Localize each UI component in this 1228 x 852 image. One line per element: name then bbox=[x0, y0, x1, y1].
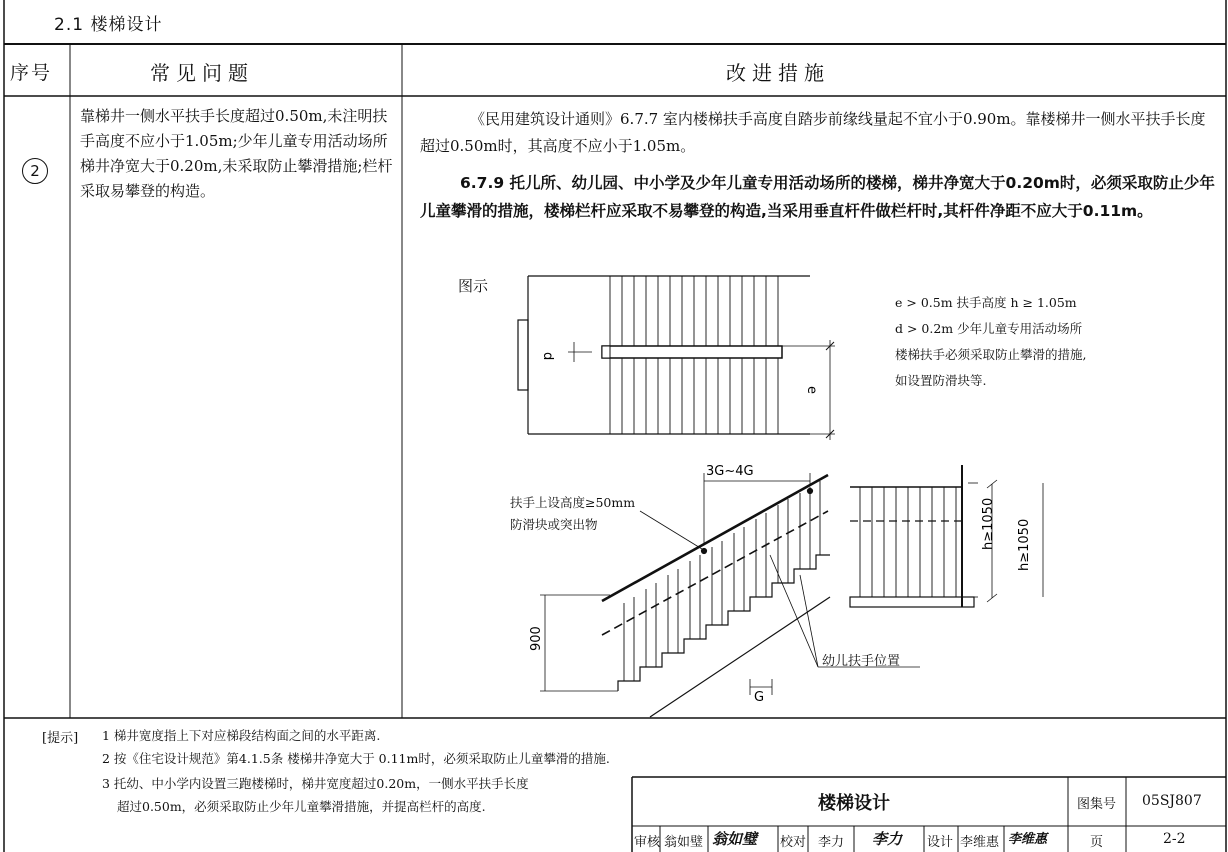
tip-item: 1 梯井宽度指上下对应梯段结构面之间的水平距离. bbox=[102, 728, 381, 743]
problem-description: 靠梯井一侧水平扶手长度超过0.50m,未注明扶手高度不应小于1.05m;少年儿童专用活动场所梯井净宽大于0.20m,未采取防止攀滑措施;栏杆采取易攀登的构造。 bbox=[80, 107, 393, 200]
dim-3g4g-label: 3G~4G bbox=[706, 464, 754, 479]
figure-note-line: 楼梯扶手必须采取防止攀滑的措施, bbox=[895, 347, 1087, 362]
section-title: 2.1 楼梯设计 bbox=[54, 15, 163, 35]
check-label: 校对 bbox=[780, 835, 807, 850]
atlas-number: 05SJ807 bbox=[1142, 793, 1202, 809]
dim-1050-text: h≥1050 bbox=[981, 497, 996, 550]
page-label: 页 bbox=[1090, 835, 1104, 850]
check-signature: 李力 bbox=[872, 830, 903, 848]
title-block-title: 楼梯设计 bbox=[818, 793, 890, 814]
design-label: 设计 bbox=[927, 835, 954, 850]
design-signature: 李维惠 bbox=[1008, 832, 1048, 847]
dim-g-label: G bbox=[754, 690, 765, 705]
check-name: 李力 bbox=[818, 835, 845, 850]
measure-paragraph-1: 《民用建筑设计通则》6.7.7 室内楼梯扶手高度自踏步前缘线量起不宜小于0.90m。靠楼梯井一侧水平扶手长度超过0.50m时，其高度不应小于1.05m。 bbox=[420, 110, 1206, 155]
figure-note-line: 如设置防滑块等. bbox=[895, 373, 987, 388]
dim-1050-drawing bbox=[972, 478, 1012, 608]
review-signature: 翁如璧 bbox=[712, 830, 758, 848]
review-name: 翁如璧 bbox=[664, 835, 704, 850]
tips-label: [提示] bbox=[42, 731, 79, 746]
tip-item: 3 托幼、中小学内设置三跑楼梯时，梯井宽度超过0.20m，一侧水平扶手长度 bbox=[102, 776, 529, 791]
column-header-number: 序号 bbox=[10, 62, 53, 84]
dim-1050-label: h≥1050 bbox=[1017, 518, 1032, 571]
callout-anti-slip bbox=[510, 492, 635, 536]
figure-note-line: d > 0.2m 少年儿童专用活动场所 bbox=[895, 321, 1083, 336]
figure-note bbox=[895, 290, 1175, 394]
tip-item: 2 按《住宅设计规范》第4.1.5条 楼梯井净宽大于 0.11m时，必须采取防止儿童攀滑的措施. bbox=[102, 751, 610, 766]
row-number-badge: 2 bbox=[22, 158, 48, 184]
design-name: 李维惠 bbox=[960, 835, 1000, 850]
figure-note-line: e > 0.5m 扶手高度 h ≥ 1.05m bbox=[895, 295, 1077, 310]
atlas-label: 图集号 bbox=[1077, 797, 1117, 812]
measure-paragraph-2: 6.7.9 托儿所、幼儿园、中小学及少年儿童专用活动场所的楼梯，梯井净宽大于0.20m时，必须采取防止少年儿童攀滑的措施，楼梯栏杆应采取不易攀登的构造,当采用垂直杆件做栏杆时,其杆件净距不应大于0.11m。 bbox=[420, 174, 1215, 220]
tip-item: 超过0.50m，必须采取防止少年儿童攀滑措施，并提高栏杆的高度. bbox=[117, 799, 486, 814]
callout-anti-slip-line: 防滑块或突出物 bbox=[510, 517, 598, 532]
dim-900-label: 900 bbox=[529, 626, 544, 651]
dim-d-label: d bbox=[540, 352, 555, 361]
callout-child-handrail: 幼儿扶手位置 bbox=[822, 654, 901, 669]
stair-plan-drawing bbox=[510, 270, 850, 440]
column-header-measure: 改进措施 bbox=[726, 61, 830, 85]
column-header-problem: 常见问题 bbox=[150, 61, 254, 85]
dim-e-label: e bbox=[804, 386, 819, 394]
review-label: 审核 bbox=[634, 835, 661, 850]
figure-label: 图示 bbox=[458, 277, 489, 295]
callout-anti-slip-line: 扶手上设高度≥50mm bbox=[510, 495, 636, 510]
page-number: 2-2 bbox=[1163, 831, 1186, 847]
